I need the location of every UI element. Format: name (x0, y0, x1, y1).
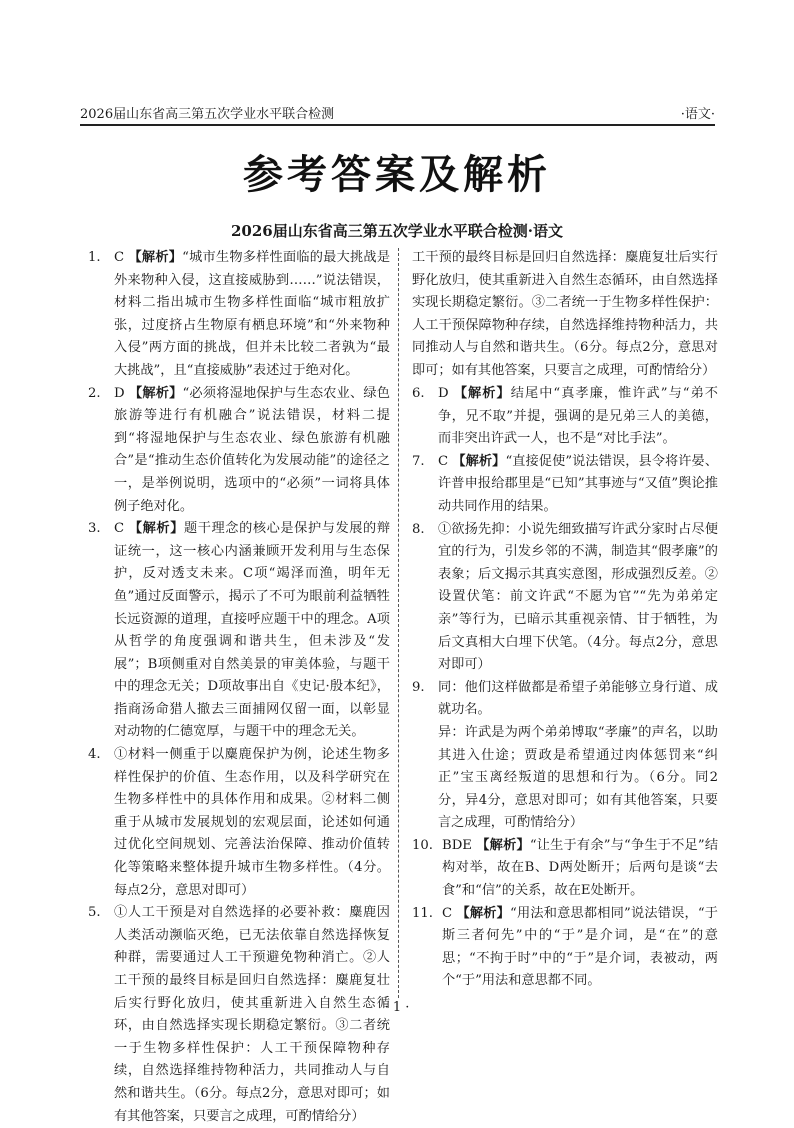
answer-item-4 (88, 744, 390, 902)
answer-text-same: 同：他们这样做都是希望子弟能够立身行道、成就功名。 (438, 679, 718, 718)
item-number: 5. (88, 905, 101, 921)
item-number: 10. (412, 837, 433, 853)
item-number: 2. (88, 385, 101, 401)
item-number: 1. (88, 250, 101, 265)
answer-text-diff: 异：许武是为两个弟弟博取“孝廉”的声名，以助其进入仕途；贾政是希望通过肉体惩罚来“纠正”宝玉离经叛道的思想和行为。（6分。同2分，异4分，意思对即可；如有其他答案，只要言之成理，可酌情给分） (438, 724, 718, 831)
answer-choice: BDE (442, 837, 472, 853)
running-header (80, 100, 715, 126)
left-column (88, 247, 391, 1124)
answer-text: “让生于有余”与“争生于不足”结构对举，故在B、D两处断开；后两句是谈“去食”和“信”的关系，故在E处断开。 (442, 837, 719, 899)
answer-choice: C (114, 521, 125, 537)
item-number: 4. (88, 747, 101, 763)
answer-item-5 (88, 902, 390, 1124)
answer-text: “必须将湿地保护与生态农业、绿色旅游等进行有机融合”说法错误，材料二提到“将湿地保护与生态农业、绿色旅游有机融合”是“推动生态价值转化为发展动能”的途径之一，是举例说明，选项中的“必须”一词将具体例子绝对化。 (114, 385, 390, 514)
header-exam-title: 2026届山东省高三第五次学业水平联合检测 (80, 107, 335, 122)
answer-item-3 (88, 518, 390, 744)
item-number: 9. (412, 679, 425, 695)
item-number: 11. (412, 905, 433, 921)
answer-item-2 (88, 383, 390, 519)
answer-choice: C (442, 905, 453, 921)
header-subject: ·语文· (680, 107, 715, 122)
answer-text: ①材料一侧重于以麋鹿保护为例，论述生物多样性保护的价值、生态作用，以及科学研究在生物多样性中的具体作用和成果。②材料二侧重于从城市发展规划的宏观层面，论述如何通过优化空间规划、完善法治保障、推动价值转化等策略来整体提升城市生物多样性。（4分。每点2分，意思对即可） (114, 747, 390, 898)
right-column (412, 247, 718, 993)
answer-item-9 (412, 677, 718, 835)
answer-item-11 (412, 903, 718, 993)
page-title: 参考答案及解析 (243, 152, 551, 198)
answer-text: ①人工干预是对自然选择的必要补救：麋鹿因人类活动濒临灭绝，已无法依靠自然选择恢复种群，需要通过人工干预避免物种消亡。②人工干预的最终目标是回归自然选择：麋鹿复壮后实行野化放归，使其重新进入自然生态循环，由自然选择实现长期稳定繁衍。③二者统一于生物多样性保护：人工干预保障物种存续，自然选择维持物种活力，共同推动人与自然和谐共生。（6分。每点2分，意思对即可；如有其他答案，只要言之成理，可酌情给分） (114, 905, 390, 1124)
analysis-tag: 【解析】 (128, 521, 184, 537)
answer-item-8 (412, 519, 718, 677)
answer-text: “城市生物多样性面临的最大挑战是外来物种入侵，这直接威胁到……”说法错误，材料二指出城市生物多样性面临“城市粗放扩张，过度挤占生物原有栖息环境”和“外来物种入侵”两方面的挑战，但并未比较二者孰为“最大挑战”，且“直接威胁”表述过于绝对化。 (114, 250, 391, 378)
analysis-tag: 【解析】 (128, 250, 183, 265)
column-divider (398, 248, 399, 998)
item-number: 7. (412, 453, 425, 469)
analysis-tag: 【解析】 (128, 385, 183, 401)
analysis-tag: 【解析】 (476, 837, 530, 853)
answer-item-10 (412, 835, 718, 903)
answer-text: 结尾中“真孝廉，惟许武”与“弟不争，兄不取”并提，强调的是兄弟三人的美德，而非突出许武一人，也不是“对比手法”。 (438, 386, 718, 447)
item-number: 8. (412, 521, 425, 537)
answer-choice: D (114, 385, 125, 401)
item-number: 3. (88, 521, 101, 537)
answer-item-6 (412, 383, 718, 451)
analysis-tag: 【解析】 (453, 386, 511, 401)
answer-choice: C (438, 453, 449, 469)
page-number: · 1 · (384, 1000, 410, 1015)
answer-choice: C (114, 250, 125, 265)
answer-item-7 (412, 451, 718, 519)
item-number: 6. (412, 386, 425, 401)
answer-text: “用法和意思都相同”说法错误，“于斯三者何先”中的“于”是介词，是“在”的意思；“不拘于时”中的“于”是介词，表被动，两个“于”用法和意思都不同。 (442, 905, 718, 989)
answer-item-5-continued (412, 247, 718, 383)
answer-text: “直接促使”说法错误，县令将许晏、许普申报给郡里是“已知”其事迹与“又值”舆论推动共同作用的结果。 (438, 453, 719, 514)
answer-item-1 (88, 247, 390, 383)
analysis-tag: 【解析】 (452, 453, 506, 469)
page-subtitle: 2026届山东省高三第五次学业水平联合检测·语文 (231, 222, 563, 240)
answer-text-continued: 工干预的最终目标是回归自然选择：麋鹿复壮后实行野化放归，使其重新进入自然生态循环，由自然选择实现长期稳定繁衍。③二者统一于生物多样性保护：人工干预保障物种存续，自然选择维持物种活力，共同推动人与自然和谐共生。（6分。每点2分，意思对即可；如有其他答案，只要言之成理，可酌情给分） (412, 250, 718, 378)
answer-choice: D (438, 386, 449, 401)
answer-text: ①欲扬先抑：小说先细致描写许武分家时占尽便宜的行为，引发乡邻的不满，制造其“假孝廉”的表象；后文揭示其真实意图，形成强烈反差。②设置伏笔：前文许武“不愿为官”“先为弟弟定亲”等行为，已暗示其重视亲情、甘于牺牲，为后文真相大白埋下伏笔。（4分。每点2分，意思对即可） (438, 521, 718, 673)
analysis-tag: 【解析】 (456, 905, 511, 921)
answer-text: 题干理念的核心是保护与发展的辩证统一，这一核心内涵兼顾开发利用与生态保护，反对透支未来。C项“竭泽而渔，明年无鱼”通过反面警示，揭示了不可为眼前利益牺牲长远资源的道理，直接呼应题干中的理念。A项从哲学的角度强调和谐共生，但未涉及“发展”；B项侧重对自然美景的审美体验，与题干中的理念无关；D项故事出自《史记·殷本纪》，指商汤命猎人撤去三面捕网仅留一面，以彰显对动物的仁德宽厚，与题干中的理念无关。 (114, 521, 391, 740)
